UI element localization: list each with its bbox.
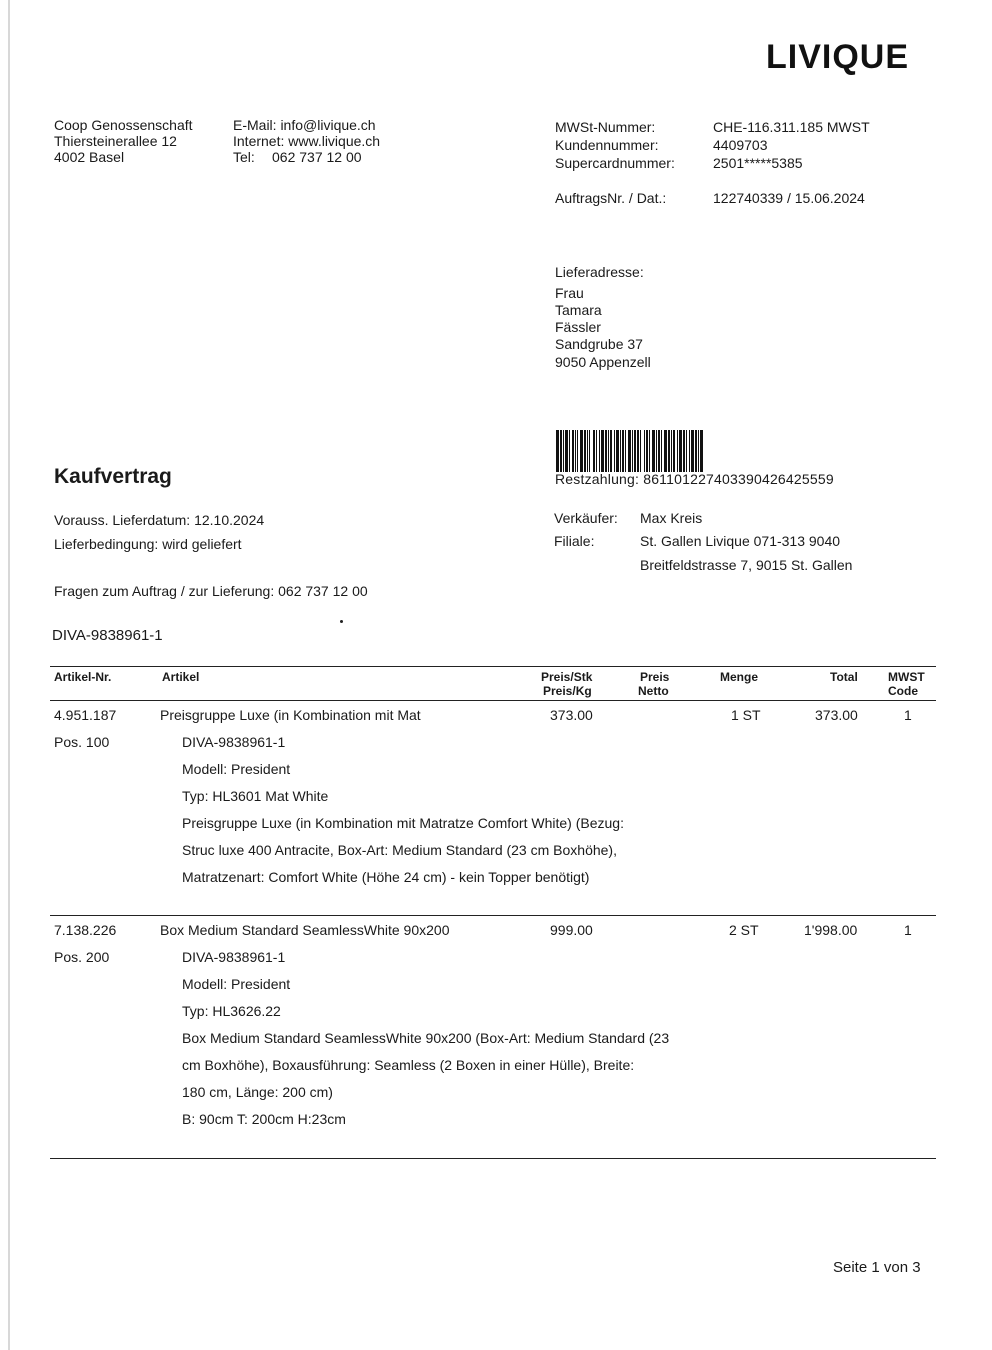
barcode-bar: [671, 430, 672, 472]
supercard-label: Supercardnummer:: [555, 155, 675, 171]
item-detail: 180 cm, Länge: 200 cm): [182, 1084, 333, 1100]
item-artikel: Box Medium Standard SeamlessWhite 90x200: [160, 922, 450, 938]
barcode-bar: [700, 430, 703, 472]
item-preis: 373.00: [550, 707, 593, 723]
item-pos: Pos. 100: [54, 734, 110, 750]
item-detail: Struc luxe 400 Antracite, Box-Art: Medium Standard (23 cm Boxhöhe),: [182, 842, 617, 858]
item-total: 373.00: [815, 707, 858, 723]
col-header-artikel: Artikel: [162, 670, 200, 684]
barcode-bar: [679, 430, 682, 472]
barcode-bar: [589, 430, 590, 472]
document-title: Kaufvertrag: [54, 465, 172, 488]
livique-logo: LIVIQUE: [766, 38, 910, 76]
item-menge: 2 ST: [729, 922, 759, 938]
barcode-bar: [569, 430, 570, 472]
col-header-mwst: MWST: [888, 670, 925, 684]
delivery-address-label: Lieferadresse:: [555, 264, 644, 280]
delivery-address-line: Fässler: [555, 319, 601, 335]
barcode-bar: [686, 430, 687, 472]
auftrag-value: 122740339 / 15.06.2024: [713, 190, 865, 206]
barcode-image: [556, 430, 866, 472]
barcode-bar: [556, 430, 559, 472]
contact-tel-value: 062 737 12 00: [272, 149, 362, 165]
item-detail: Modell: President: [182, 976, 291, 992]
barcode-bar: [605, 430, 607, 472]
item-detail: Typ: HL3601 Mat White: [182, 788, 329, 804]
barcode-bar: [649, 430, 650, 472]
supercard-value: 2501*****5385: [713, 155, 803, 171]
item-mwst-code: 1: [904, 922, 912, 938]
barcode-bar: [691, 430, 694, 472]
barcode-bar: [646, 430, 648, 472]
company-street: Thiersteinerallee 12: [54, 133, 177, 149]
verkaeufer-label: Verkäufer:: [554, 510, 618, 526]
filiale-line2: Breitfeldstrasse 7, 9015 St. Gallen: [640, 557, 853, 573]
fragen-contact: Fragen zum Auftrag / zur Lieferung: 062 737 12 00: [54, 583, 368, 599]
barcode-bar: [644, 430, 645, 472]
barcode-bar: [601, 430, 604, 472]
filiale-label: Filiale:: [554, 533, 595, 549]
barcode-text: Restzahlung: 861101227403390426425559: [555, 471, 834, 487]
barcode-bar: [683, 430, 685, 472]
barcode-bar: [620, 430, 621, 472]
barcode-bar: [640, 430, 641, 472]
item-detail: cm Boxhöhe), Boxausführung: Seamless (2 Boxen in einer Hülle), Breite:: [182, 1057, 635, 1073]
col-header-preis-stk: Preis/Stk: [541, 670, 593, 684]
barcode-bar: [593, 430, 595, 472]
item-menge: 1 ST: [731, 707, 761, 723]
contact-email: E-Mail: info@livique.ch: [233, 117, 376, 133]
table-bottom-rule: [50, 1158, 936, 1159]
delivery-address-line: Sandgrube 37: [555, 336, 643, 352]
barcode-bar: [599, 430, 600, 472]
item-detail: Preisgruppe Luxe (in Kombination mit Matratze Comfort White) (Bezug:: [182, 815, 624, 831]
barcode-bar: [610, 430, 612, 472]
barcode-bar: [661, 430, 662, 472]
barcode-bar: [560, 430, 562, 472]
col-header-artikel-nr: Artikel-Nr.: [54, 670, 112, 684]
contact-tel-label: Tel:: [233, 149, 255, 165]
barcode-bar: [616, 430, 619, 472]
item-detail: Modell: President: [182, 761, 291, 777]
col-header-preis: Preis: [640, 670, 670, 684]
lieferbedingung: Lieferbedingung: wird geliefert: [54, 536, 242, 552]
barcode-bar: [625, 430, 626, 472]
verkaeufer-value: Max Kreis: [640, 510, 703, 526]
barcode-bar: [596, 430, 597, 472]
barcode-bar: [668, 430, 670, 472]
barcode-bar: [664, 430, 667, 472]
diva-number: DIVA-9838961-1: [52, 627, 163, 644]
kundennummer-value: 4409703: [713, 137, 768, 153]
delivery-address-line: Frau: [555, 285, 584, 301]
filiale-line1: St. Gallen Livique 071-313 9040: [640, 533, 841, 549]
item-detail: Matratzenart: Comfort White (Höhe 24 cm) - kein Topper benötigt): [182, 869, 590, 885]
delivery-address-line: Tamara: [555, 302, 602, 318]
item-nr: 4.951.187: [54, 707, 117, 723]
col-header-menge: Menge: [720, 670, 759, 684]
company-city: 4002 Basel: [54, 149, 125, 165]
item-preis: 999.00: [550, 922, 593, 938]
table-header-rule: [50, 700, 936, 701]
barcode-bar: [577, 430, 578, 472]
item-pos: Pos. 200: [54, 949, 110, 965]
barcode-bar: [637, 430, 639, 472]
barcode-bar: [622, 430, 624, 472]
item-detail: DIVA-9838961-1: [182, 949, 286, 965]
page-edge: [8, 0, 10, 1350]
page-number: Seite 1 von 3: [833, 1259, 921, 1276]
barcode-bar: [628, 430, 631, 472]
barcode-bar: [565, 430, 568, 472]
contact-internet: Internet: www.livique.ch: [233, 133, 381, 149]
company-name: Coop Genossenschaft: [54, 117, 193, 133]
barcode-bar: [658, 430, 660, 472]
barcode-bar: [575, 430, 576, 472]
item-artikel: Preisgruppe Luxe (in Kombination mit Mat: [160, 707, 421, 723]
mwst-label: MWSt-Nummer:: [555, 119, 656, 135]
barcode-bar: [677, 430, 678, 472]
barcode-bar: [689, 430, 690, 472]
table-top-rule: [50, 666, 936, 667]
barcode-bar: [580, 430, 583, 472]
lieferdatum: Vorauss. Lieferdatum: 12.10.2024: [54, 512, 265, 528]
barcode-bar: [608, 430, 609, 472]
barcode-bar: [695, 430, 697, 472]
item-nr: 7.138.226: [54, 922, 117, 938]
barcode-bar: [652, 430, 655, 472]
barcode-bar: [563, 430, 564, 472]
item-detail: DIVA-9838961-1: [182, 734, 286, 750]
barcode-bar: [614, 430, 615, 472]
item-detail: Typ: HL3626.22: [182, 1003, 281, 1019]
col-header-total: Total: [830, 670, 858, 684]
item-total: 1'998.00: [804, 922, 858, 938]
speck-dot: [340, 620, 343, 623]
col-header-netto: Netto: [638, 684, 669, 698]
barcode-bar: [656, 430, 657, 472]
barcode-bar: [634, 430, 636, 472]
barcode-bar: [698, 430, 699, 472]
auftrag-label: AuftragsNr. / Dat.:: [555, 190, 667, 206]
col-header-code: Code: [888, 684, 918, 698]
item-mwst-code: 1: [904, 707, 912, 723]
item-detail: Box Medium Standard SeamlessWhite 90x200 (Box-Art: Medium Standard (23: [182, 1030, 670, 1046]
mwst-value: CHE-116.311.185 MWST: [713, 119, 870, 135]
barcode-bar: [587, 430, 588, 472]
barcode-bar: [673, 430, 675, 472]
delivery-address-line: 9050 Appenzell: [555, 354, 651, 370]
kundennummer-label: Kundennummer:: [555, 137, 659, 153]
col-header-preis-kg: Preis/Kg: [543, 684, 592, 698]
item-detail: B: 90cm T: 200cm H:23cm: [182, 1111, 346, 1127]
item-separator-rule: [50, 915, 936, 916]
barcode-bar: [572, 430, 574, 472]
barcode-bar: [632, 430, 633, 472]
barcode-bar: [584, 430, 586, 472]
